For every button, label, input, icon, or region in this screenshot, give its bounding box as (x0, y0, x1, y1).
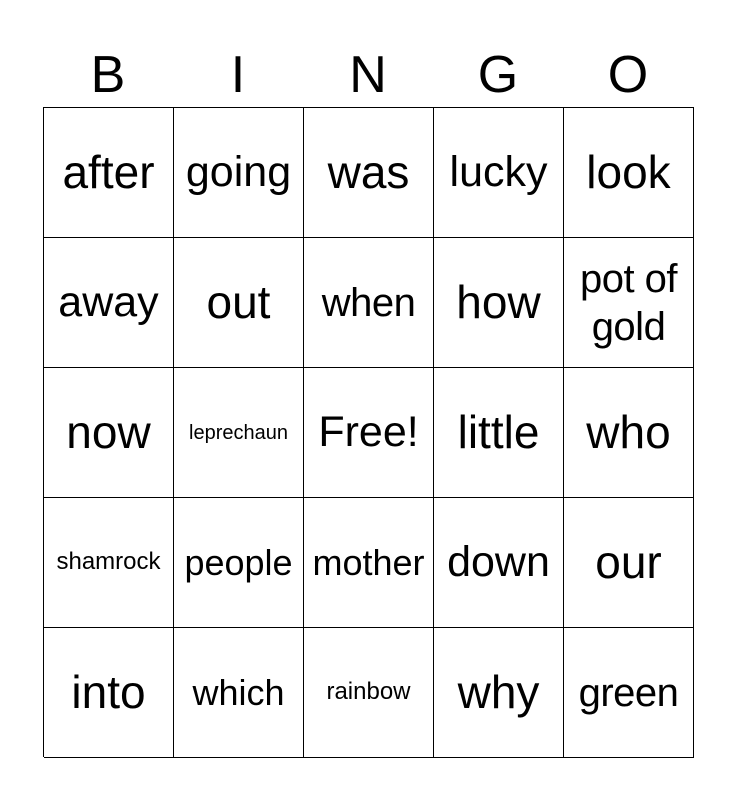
header-letter-i: I (230, 46, 246, 104)
cell-word: when (321, 280, 416, 325)
cell-word: into (71, 665, 146, 718)
cell-word: who (586, 405, 671, 458)
bingo-cell[interactable] (564, 368, 694, 498)
cell-word: look (586, 145, 671, 198)
bingo-cell[interactable] (434, 628, 564, 758)
bingo-card-grid (43, 107, 694, 757)
header-letter-o: O (607, 46, 649, 104)
bingo-cell[interactable] (44, 628, 174, 758)
cell-word: down (447, 537, 550, 586)
bingo-cell[interactable] (174, 238, 304, 368)
bingo-cell[interactable] (564, 108, 694, 238)
bingo-header (43, 44, 693, 106)
cell-word: green (578, 670, 679, 715)
cell-word: after (62, 145, 155, 198)
cell-word: shamrock (56, 548, 161, 576)
bingo-cell[interactable] (564, 238, 694, 368)
bingo-cell[interactable] (304, 108, 434, 238)
cell-word: how (456, 275, 541, 328)
cell-word: rainbow (326, 678, 411, 706)
bingo-cell[interactable] (564, 498, 694, 628)
header-letter-b: B (90, 46, 126, 104)
cell-word: lucky (449, 147, 548, 196)
bingo-cell[interactable] (304, 238, 434, 368)
cell-word: Free! (318, 407, 419, 456)
cell-word: going (185, 147, 292, 196)
cell-word: pot of gold (579, 256, 678, 349)
bingo-cell[interactable] (174, 108, 304, 238)
bingo-cell[interactable] (434, 498, 564, 628)
cell-word: away (58, 277, 159, 326)
header-letter-n: N (349, 46, 387, 104)
bingo-cell[interactable] (174, 368, 304, 498)
bingo-cell[interactable] (174, 498, 304, 628)
bingo-cell[interactable] (44, 108, 174, 238)
bingo-cell[interactable] (304, 368, 434, 498)
cell-word: was (327, 145, 410, 198)
cell-word: now (66, 405, 151, 458)
bingo-cell[interactable] (564, 628, 694, 758)
bingo-cell[interactable] (304, 498, 434, 628)
header-letter-g: G (477, 46, 519, 104)
bingo-cell[interactable] (304, 628, 434, 758)
cell-word: people (184, 541, 293, 583)
bingo-cell[interactable] (44, 498, 174, 628)
bingo-cell[interactable] (434, 238, 564, 368)
bingo-cell[interactable] (174, 628, 304, 758)
bingo-cell[interactable] (44, 368, 174, 498)
cell-word: little (457, 405, 540, 458)
cell-word: why (457, 665, 540, 718)
bingo-cell[interactable] (434, 368, 564, 498)
bingo-cell[interactable] (44, 238, 174, 368)
cell-word: leprechaun (189, 421, 288, 444)
cell-word: our (595, 535, 662, 588)
cell-word: out (206, 275, 271, 328)
cell-word: which (192, 671, 285, 713)
cell-word: mother (312, 541, 425, 583)
bingo-cell[interactable] (434, 108, 564, 238)
